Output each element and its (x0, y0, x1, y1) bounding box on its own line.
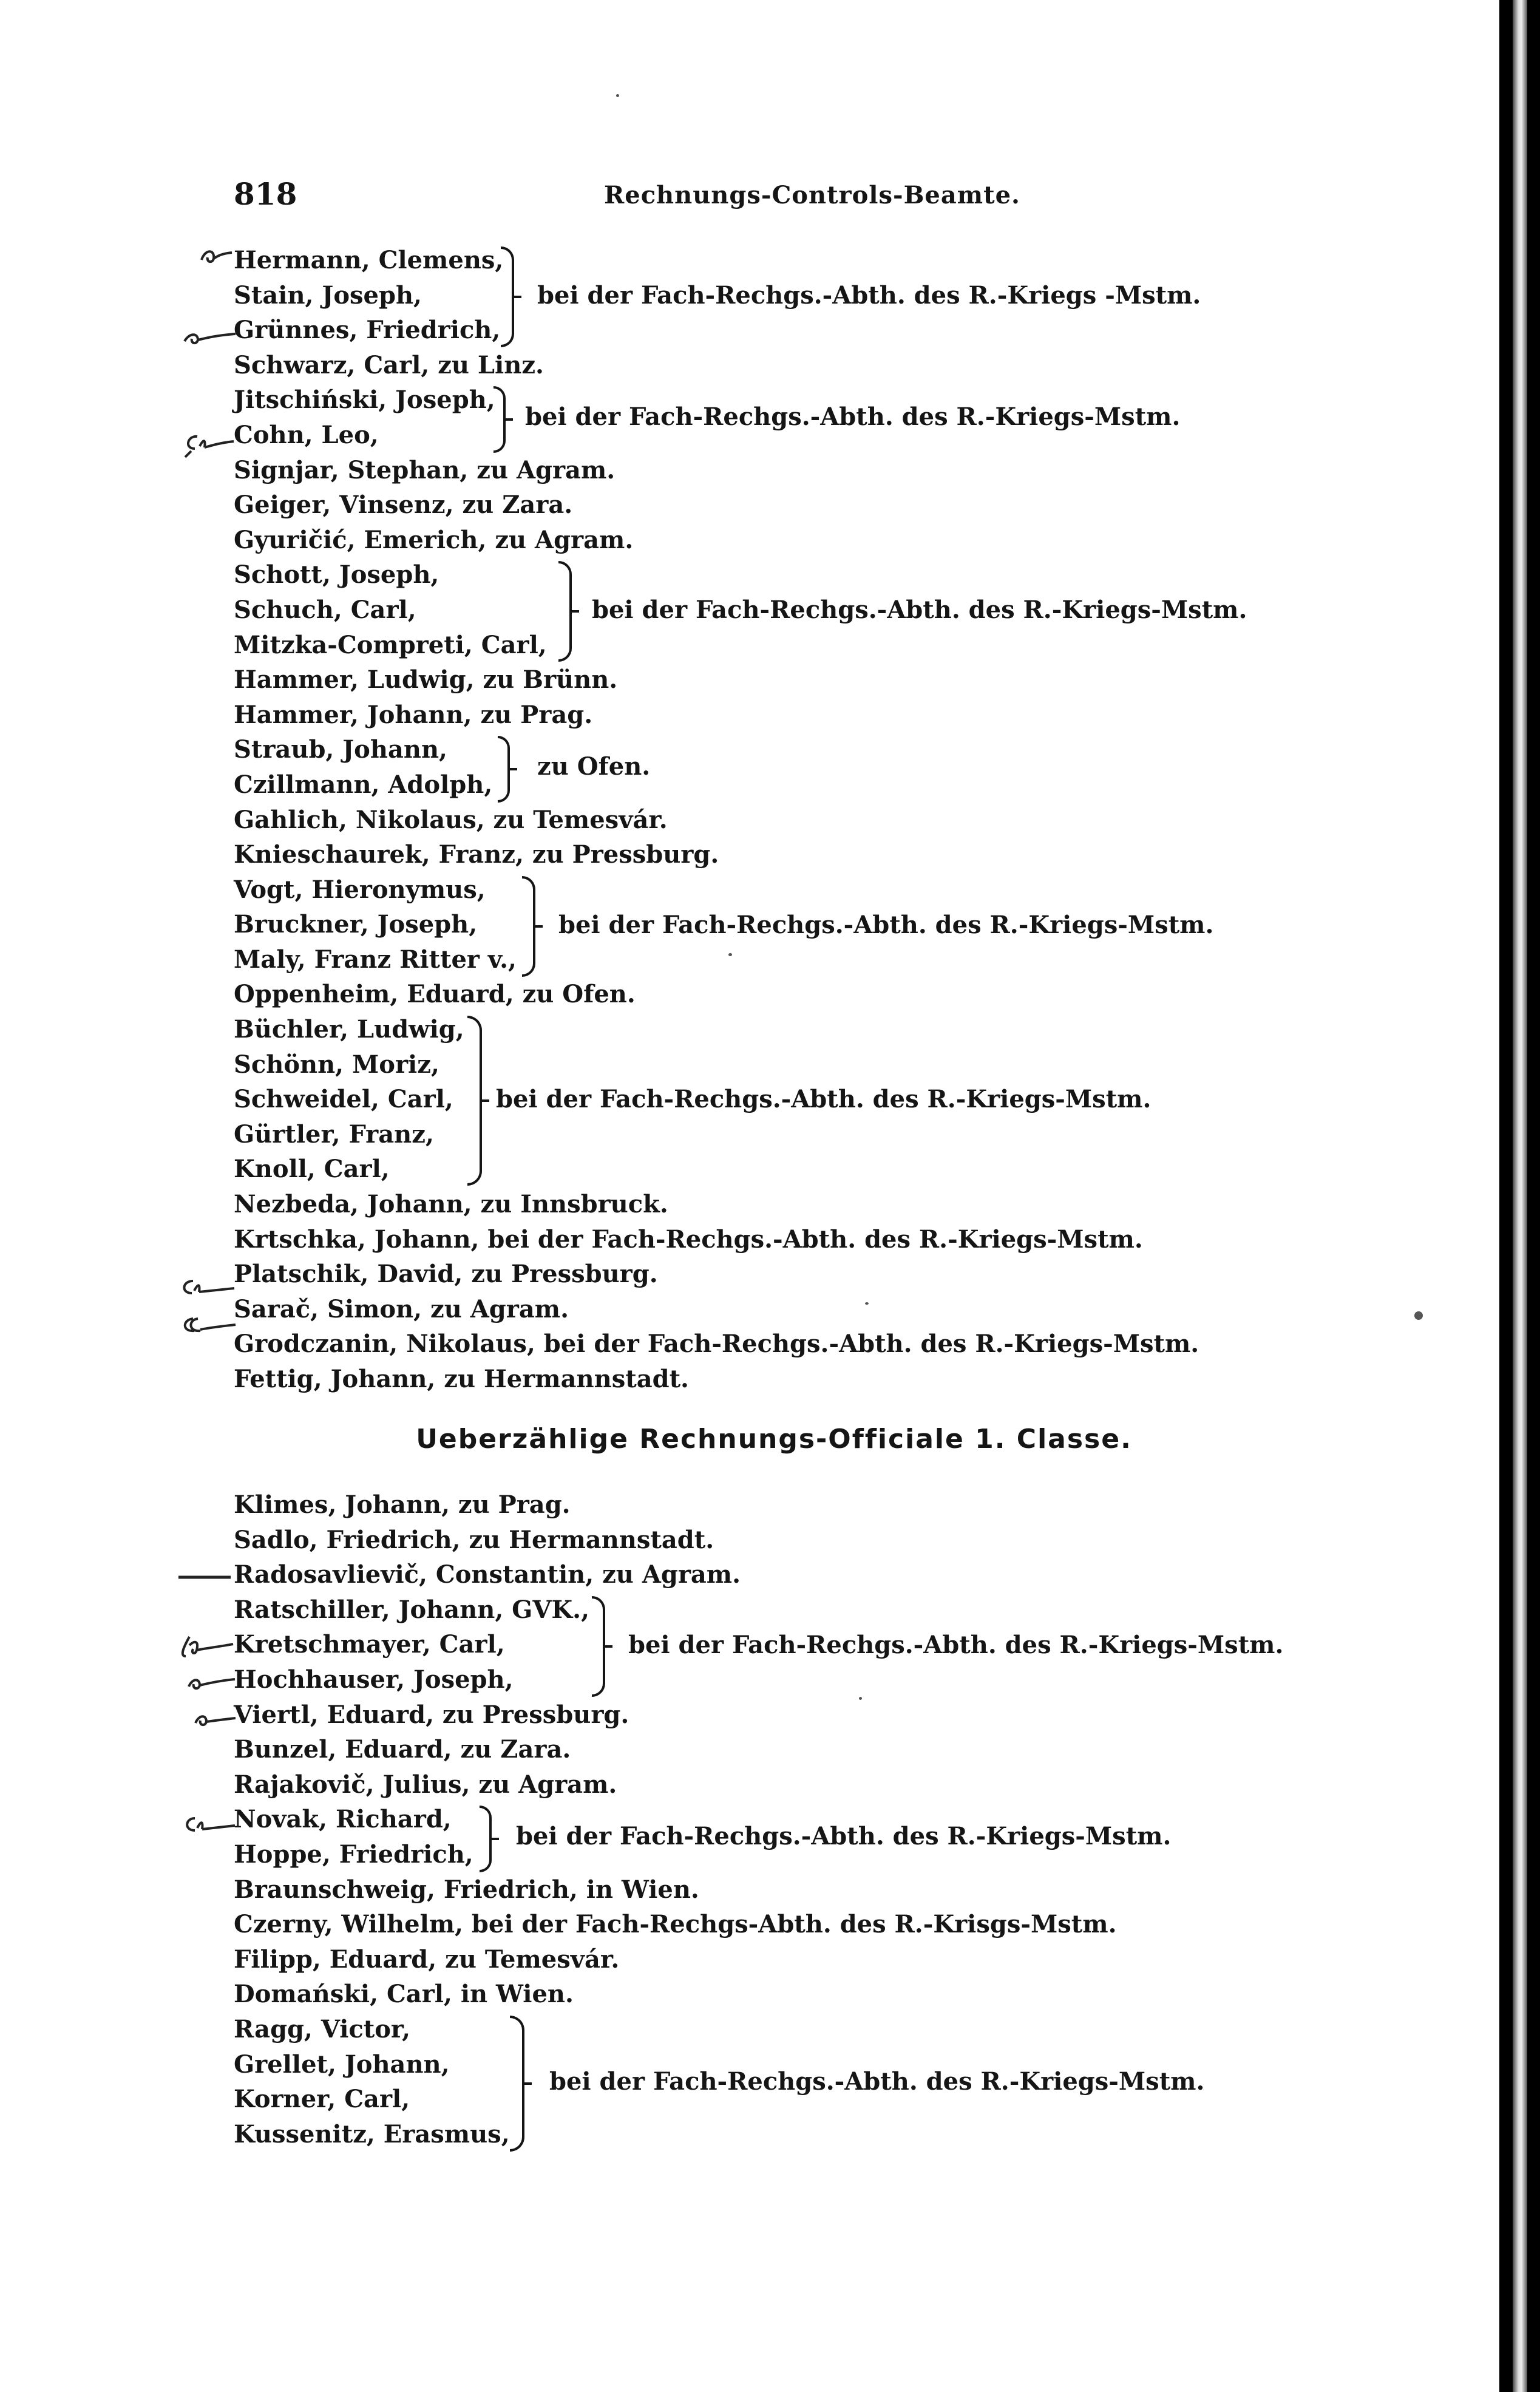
entry-group (234, 1592, 1387, 1697)
entry-group (234, 1012, 1387, 1187)
brace (558, 561, 572, 662)
group-note: bei der Fach-Rechgs.-Abth. des R.-Kriegs -Mstm. (537, 281, 1201, 310)
scan-speck (616, 94, 619, 97)
handwritten-mark-icon (193, 1706, 237, 1730)
name-entry: Schwarz, Carl, zu Linz. (234, 350, 544, 379)
group-note: bei der Fach-Rechgs.-Abth. des R.-Kriegs-Mstm. (592, 596, 1247, 625)
name-entry: Büchler, Ludwig, (234, 1015, 464, 1044)
entry-group (234, 243, 1387, 348)
name-entry: Vogt, Hieronymus, (234, 875, 486, 904)
name-entry: Kretschmayer, Carl, (234, 1630, 505, 1659)
name-entry: Rajakovič, Julius, zu Agram. (234, 1770, 617, 1799)
brace (494, 386, 506, 453)
running-title: Rechnungs-Controls-Beamte. (604, 181, 1020, 209)
name-entry: Klimes, Johann, zu Prag. (234, 1490, 571, 1519)
name-entry: Kussenitz, Erasmus, (234, 2119, 510, 2149)
handwritten-mark-icon (176, 1275, 237, 1299)
name-entry: Hammer, Ludwig, zu Brünn. (234, 665, 618, 695)
scan-speck (859, 1697, 862, 1700)
entry-group (234, 348, 1387, 383)
brace (501, 246, 514, 347)
name-entry: Domański, Carl, in Wien. (234, 1980, 574, 2009)
name-entry: Gahlich, Nikolaus, zu Temesvár. (234, 805, 668, 834)
name-entry: Gürtler, Franz, (234, 1120, 434, 1149)
entry-group (234, 1697, 1387, 1802)
scan-speck (1414, 1311, 1423, 1320)
entries-section-two (234, 1487, 1387, 2152)
name-entry: Fettig, Johann, zu Hermannstadt. (234, 1365, 689, 1393)
name-entry: Korner, Carl, (234, 2085, 410, 2114)
scan-edge-strip (1513, 0, 1527, 2392)
brace (467, 1016, 482, 1186)
handwritten-mark-icon (177, 1574, 232, 1581)
group-note: bei der Fach-Rechgs.-Abth. des R.-Kriegs-Mstm. (549, 2067, 1205, 2096)
name-entry: Knieschaurek, Franz, zu Pressburg. (234, 840, 719, 869)
name-entry: Krtschka, Johann, bei der Fach-Rechgs.-Abth. des R.-Kriegs-Mstm. (234, 1225, 1143, 1254)
name-entry: Grünnes, Friedrich, (234, 316, 501, 345)
name-entry: Maly, Franz Ritter v., (234, 945, 517, 974)
name-entry: Jitschiński, Joseph, (234, 386, 495, 415)
name-entry: Hammer, Johann, zu Prag. (234, 700, 593, 729)
entries-section-one (234, 243, 1387, 1397)
name-entry: Gyuričić, Emerich, zu Agram. (234, 525, 634, 554)
name-entry: Mitzka-Compreti, Carl, (234, 630, 547, 659)
brace (522, 876, 535, 977)
name-entry: Bunzel, Eduard, zu Zara. (234, 1735, 571, 1764)
name-entry: Grellet, Johann, (234, 2050, 450, 2079)
page-number: 818 (234, 176, 297, 212)
name-entry: Radosavlievič, Constantin, zu Agram. (234, 1560, 741, 1589)
entry-group (234, 977, 1387, 1012)
name-entry: Ragg, Victor, (234, 2014, 410, 2044)
handwritten-mark-icon (182, 322, 238, 346)
entry-group (234, 803, 1387, 872)
group-note: zu Ofen. (537, 752, 651, 781)
name-entry: Grodczanin, Nikolaus, bei der Fach-Rechgs.-Abth. des R.-Kriegs-Mstm. (234, 1330, 1199, 1359)
handwritten-mark-icon (179, 1812, 237, 1836)
name-entry: Geiger, Vinsenz, zu Zara. (234, 491, 573, 520)
entry-group (234, 1802, 1387, 1872)
entry-group (234, 1187, 1387, 1397)
group-note: bei der Fach-Rechgs.-Abth. des R.-Kriegs-Mstm. (558, 910, 1214, 939)
group-note: bei der Fach-Rechgs.-Abth. des R.-Kriegs-Mstm. (628, 1630, 1284, 1659)
name-entry: Cohn, Leo, (234, 420, 379, 449)
scan-speck (728, 953, 732, 956)
name-entry: Sarač, Simon, zu Agram. (234, 1294, 569, 1323)
entry-group (234, 557, 1387, 662)
brace (592, 1596, 605, 1697)
section-heading-text: Ueberzählige Rechnungs-Officiale 1. Classe. (416, 1424, 1132, 1455)
name-entry: Nezbeda, Johann, zu Innsbruck. (234, 1190, 668, 1219)
name-entry: Hochhauser, Joseph, (234, 1665, 514, 1694)
section-heading (0, 1424, 1499, 1455)
handwritten-mark-icon (199, 243, 236, 267)
group-note: bei der Fach-Rechgs.-Abth. des R.-Kriegs-Mstm. (496, 1085, 1152, 1114)
name-entry: Stain, Joseph, (234, 280, 422, 310)
name-entry: Schuch, Carl, (234, 595, 416, 624)
entry-group (234, 872, 1387, 977)
group-note: bei der Fach-Rechgs.-Abth. des R.-Kriegs-Mstm. (516, 1822, 1172, 1851)
name-entry: Signjar, Stephan, zu Agram. (234, 455, 616, 484)
entry-group (234, 732, 1387, 802)
page-header (234, 176, 1217, 219)
name-entry: Oppenheim, Eduard, zu Ofen. (234, 980, 636, 1009)
handwritten-mark-icon (185, 1668, 237, 1694)
handwritten-mark-icon (179, 428, 237, 458)
handwritten-mark-icon (175, 1632, 236, 1662)
name-entry: Filipp, Eduard, zu Temesvár. (234, 1945, 620, 1974)
entry-group (234, 1487, 1387, 1592)
brace (498, 736, 510, 803)
name-entry: Schönn, Moriz, (234, 1050, 439, 1079)
name-entry: Straub, Johann, (234, 735, 447, 764)
group-note: bei der Fach-Rechgs.-Abth. des R.-Kriegs-Mstm. (525, 403, 1181, 432)
name-entry: Czerny, Wilhelm, bei der Fach-Rechgs-Abth. des R.-Krisgs-Mstm. (234, 1910, 1117, 1939)
brace (510, 2016, 524, 2152)
name-entry: Braunschweig, Friedrich, in Wien. (234, 1875, 699, 1904)
handwritten-mark-icon (177, 1311, 238, 1338)
name-entry: Platschik, David, zu Pressburg. (234, 1260, 658, 1289)
name-entry: Hoppe, Friedrich, (234, 1840, 473, 1869)
name-entry: Schott, Joseph, (234, 560, 439, 590)
name-entry: Bruckner, Joseph, (234, 910, 478, 939)
name-entry: Schweidel, Carl, (234, 1085, 453, 1114)
name-entry: Czillmann, Adolph, (234, 770, 493, 799)
scan-speck (865, 1302, 869, 1305)
brace (480, 1806, 492, 1872)
entry-group (234, 382, 1387, 452)
name-entry: Ratschiller, Johann, GVK., (234, 1595, 589, 1624)
entry-group (234, 453, 1387, 558)
name-entry: Knoll, Carl, (234, 1155, 390, 1184)
entry-group (234, 1872, 1387, 2012)
name-entry: Hermann, Clemens, (234, 246, 504, 274)
name-entry: Novak, Richard, (234, 1805, 452, 1834)
entry-group (234, 2012, 1387, 2152)
entry-group (234, 662, 1387, 732)
name-entry: Viertl, Eduard, zu Pressburg. (234, 1700, 629, 1729)
name-entry: Sadlo, Friedrich, zu Hermannstadt. (234, 1525, 714, 1554)
